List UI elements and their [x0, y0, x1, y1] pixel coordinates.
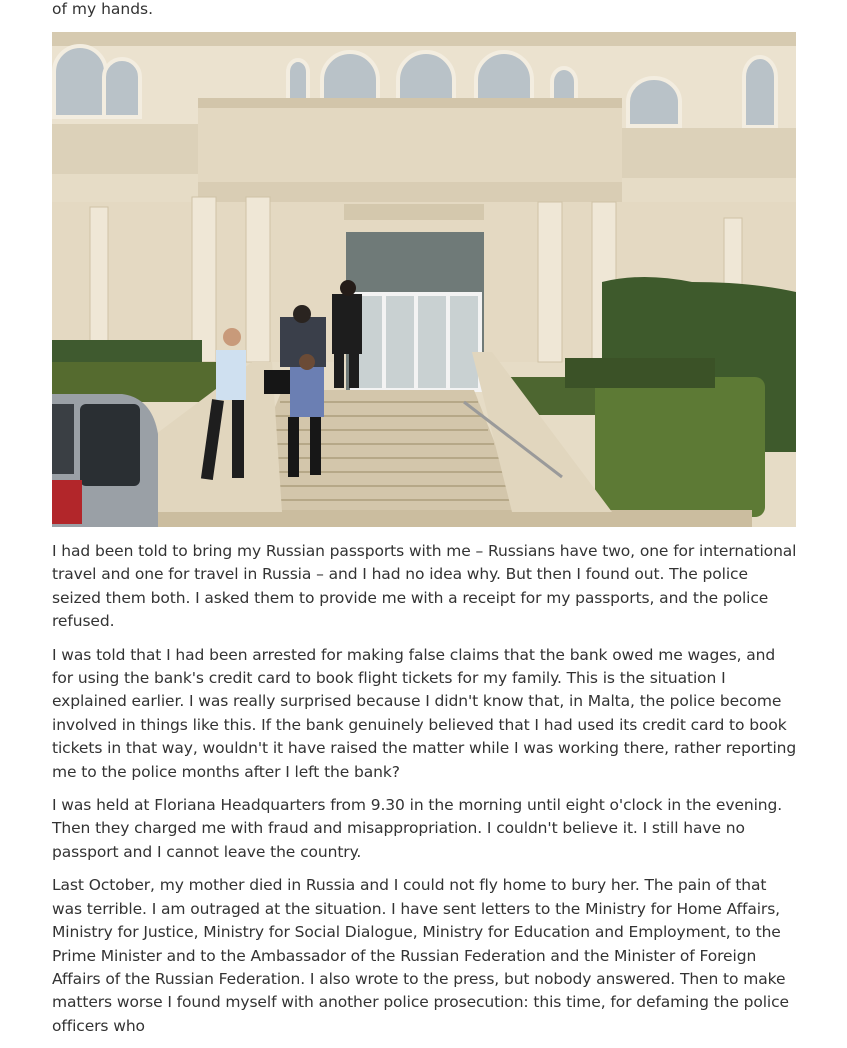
article-body	[52, 540, 800, 1048]
paragraph-arrest-reason: I was told that I had been arrested for making false claims that the bank owed me wages, and for using the bank's credit card to book flight tickets for my family. This is the situation I explained earlier. I was really surprised because I didn't know that, in Malta, the police become involved in things like this. If the bank genuinely believed that I had used its credit card to book tickets in that way, wouldn't it have raised the matter while I was working there, rather reporting me to the police months after I left the bank?	[52, 645, 797, 781]
paragraph-mother: Last October, my mother died in Russia and I could not fly home to bury her. The pain of that was terrible. I am outraged at the situation. I have sent letters to the Ministry for Home Affairs, Ministry for Justice, Ministry for Social Dialogue, Ministry for Education and Employment, to the Prime Minister and to the Ambassador of the Russian Federation and the Minister of Foreign Affairs of the Russian Federation. I also wrote to the press, but nobody answered. Then to make matters worse I found myself with another police prosecution: this time, for defaming the police officers who	[52, 876, 789, 1035]
paragraph-passports: I had been told to bring my Russian passports with me – Russians have two, one for international travel and one for travel in Russia – and I had no idea why. But then I found out. The police seized them both. I asked them to provide me with a receipt for my passports, and the police refused.	[52, 542, 797, 631]
lead-fragment: of my hands.	[52, 0, 154, 18]
article-photo	[52, 32, 796, 527]
paragraph-floriana: I was held at Floriana Headquarters from 9.30 in the morning until eight o'clock in the evening. Then they charged me with fraud and misappropriation. I couldn't believe it. I still have no passport and I cannot leave the country.	[52, 796, 783, 861]
building-entrance-with-steps-icon	[52, 32, 796, 527]
